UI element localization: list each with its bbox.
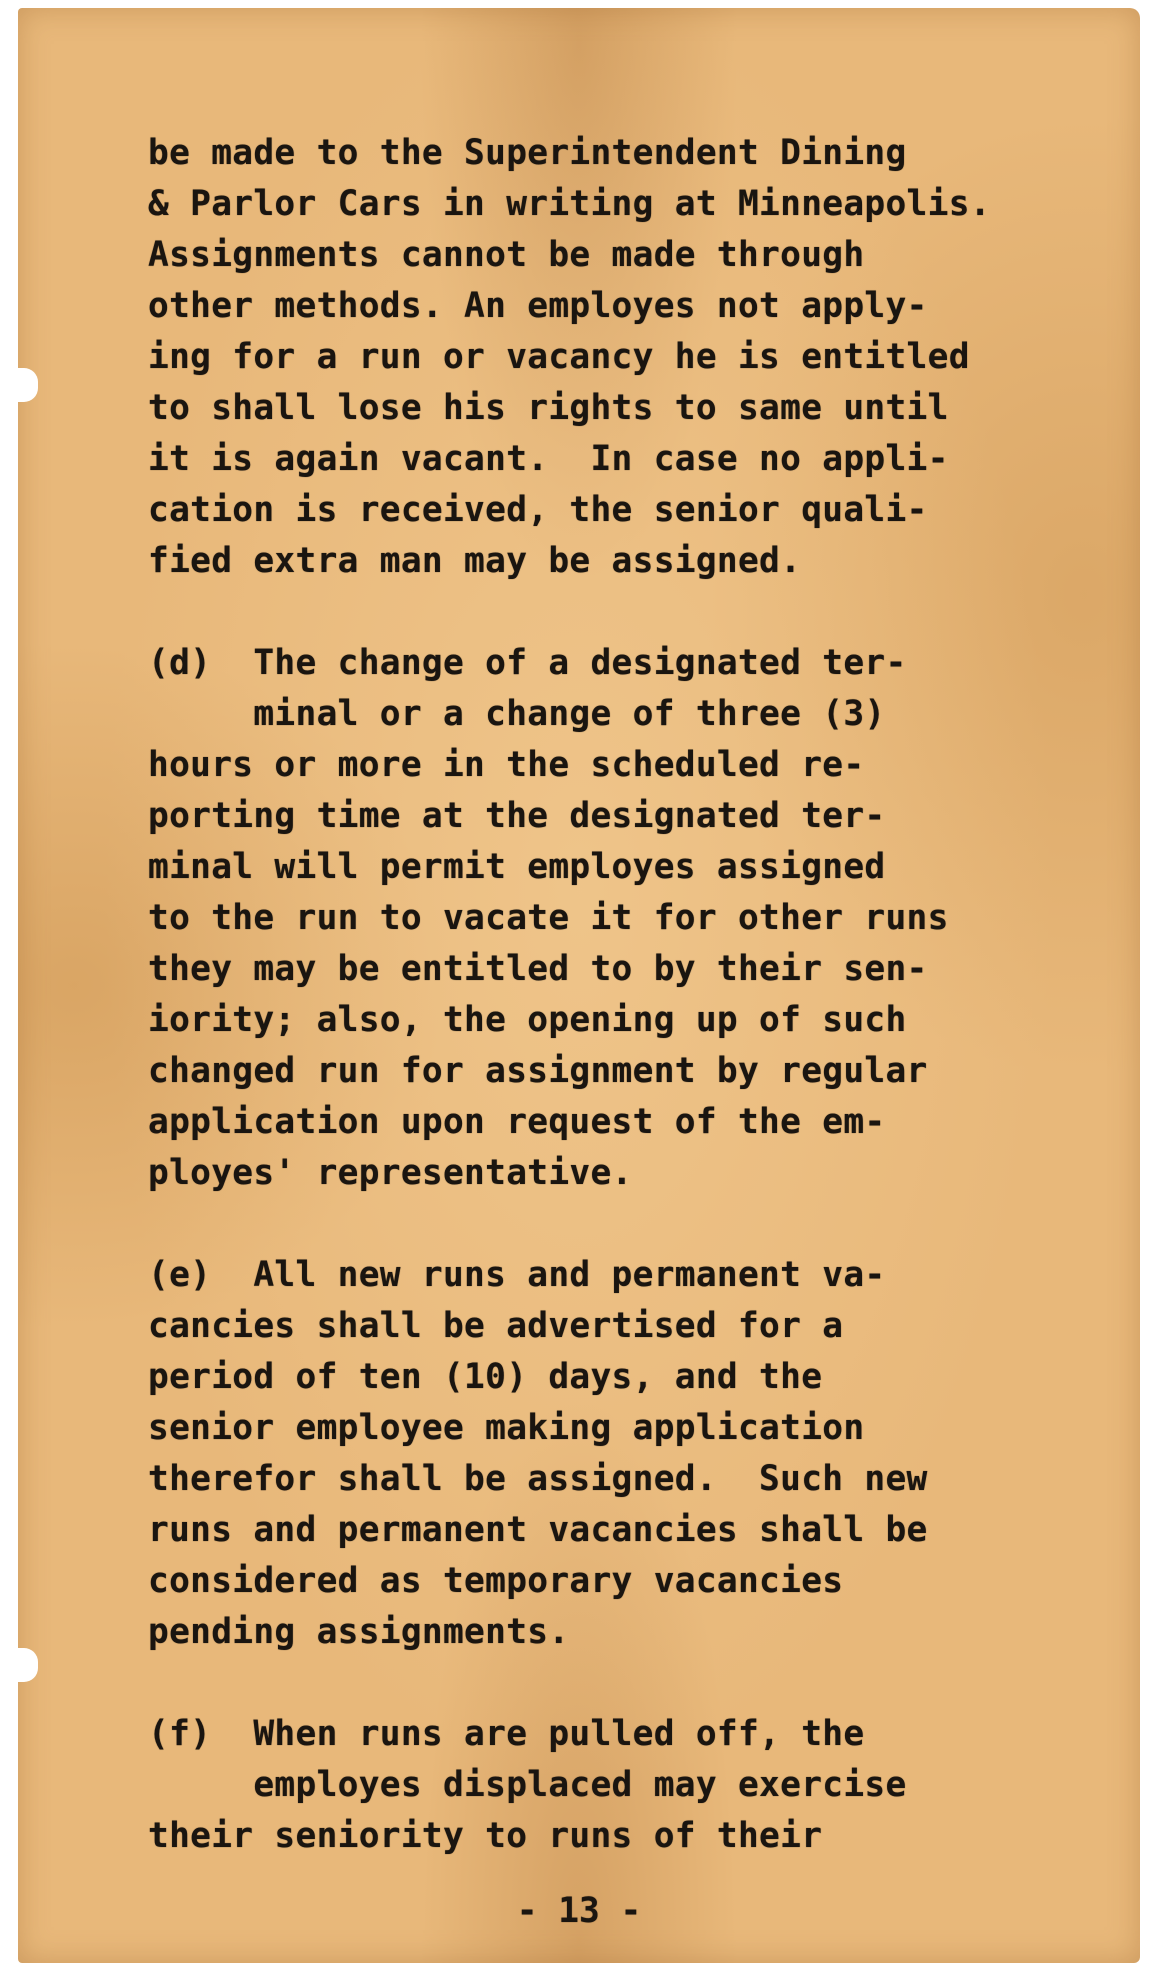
text-line: employes displaced may exercise xyxy=(148,1765,907,1805)
page-edge-tear xyxy=(12,1648,38,1682)
paragraph-e xyxy=(148,1250,1128,1658)
paragraph-spacer xyxy=(148,1199,1128,1250)
paragraph-d xyxy=(148,638,1128,1199)
text-line: (e) All new runs and permanent va- xyxy=(148,1255,886,1295)
text-line: pending assignments. xyxy=(148,1612,570,1652)
text-line: considered as temporary vacancies xyxy=(148,1561,844,1601)
text-line: to the run to vacate it for other runs xyxy=(148,898,949,938)
text-line: to shall lose his rights to same until xyxy=(148,388,949,428)
paragraph-spacer xyxy=(148,587,1128,638)
document-page xyxy=(18,8,1140,1963)
text-line: iority; also, the opening up of such xyxy=(148,1000,907,1040)
text-line: other methods. An employes not apply- xyxy=(148,286,928,326)
text-line: (d) The change of a designated ter- xyxy=(148,643,907,683)
paragraph-continuation xyxy=(148,128,1128,587)
text-line: therefor shall be assigned. Such new xyxy=(148,1459,928,1499)
text-line: senior employee making application xyxy=(148,1408,865,1448)
text-line: (f) When runs are pulled off, the xyxy=(148,1714,865,1754)
text-line: application upon request of the em- xyxy=(148,1102,886,1142)
text-line: runs and permanent vacancies shall be xyxy=(148,1510,928,1550)
page-edge-tear xyxy=(12,368,38,402)
text-line: hours or more in the scheduled re- xyxy=(148,745,865,785)
text-line: ing for a run or vacancy he is entitled xyxy=(148,337,970,377)
text-line: Assignments cannot be made through xyxy=(148,235,865,275)
text-line: they may be entitled to by their sen- xyxy=(148,949,928,989)
text-line: ployes' representative. xyxy=(148,1153,633,1193)
text-line: & Parlor Cars in writing at Minneapolis. xyxy=(148,184,991,224)
paragraph-spacer xyxy=(148,1658,1128,1709)
page-body-text xyxy=(148,128,1128,1862)
page-number: - 13 - xyxy=(516,1891,642,1931)
text-line: fied extra man may be assigned. xyxy=(148,541,802,581)
text-line: minal or a change of three (3) xyxy=(148,694,886,734)
text-line: cancies shall be advertised for a xyxy=(148,1306,844,1346)
text-line: cation is received, the senior quali- xyxy=(148,490,928,530)
text-line: minal will permit employes assigned xyxy=(148,847,886,887)
text-line: changed run for assignment by regular xyxy=(148,1051,928,1091)
text-line: porting time at the designated ter- xyxy=(148,796,886,836)
paragraph-f xyxy=(148,1709,1128,1862)
text-line: it is again vacant. In case no appli- xyxy=(148,439,949,479)
text-line: period of ten (10) days, and the xyxy=(148,1357,823,1397)
text-line: be made to the Superintendent Dining xyxy=(148,133,907,173)
text-line: their seniority to runs of their xyxy=(148,1816,823,1856)
